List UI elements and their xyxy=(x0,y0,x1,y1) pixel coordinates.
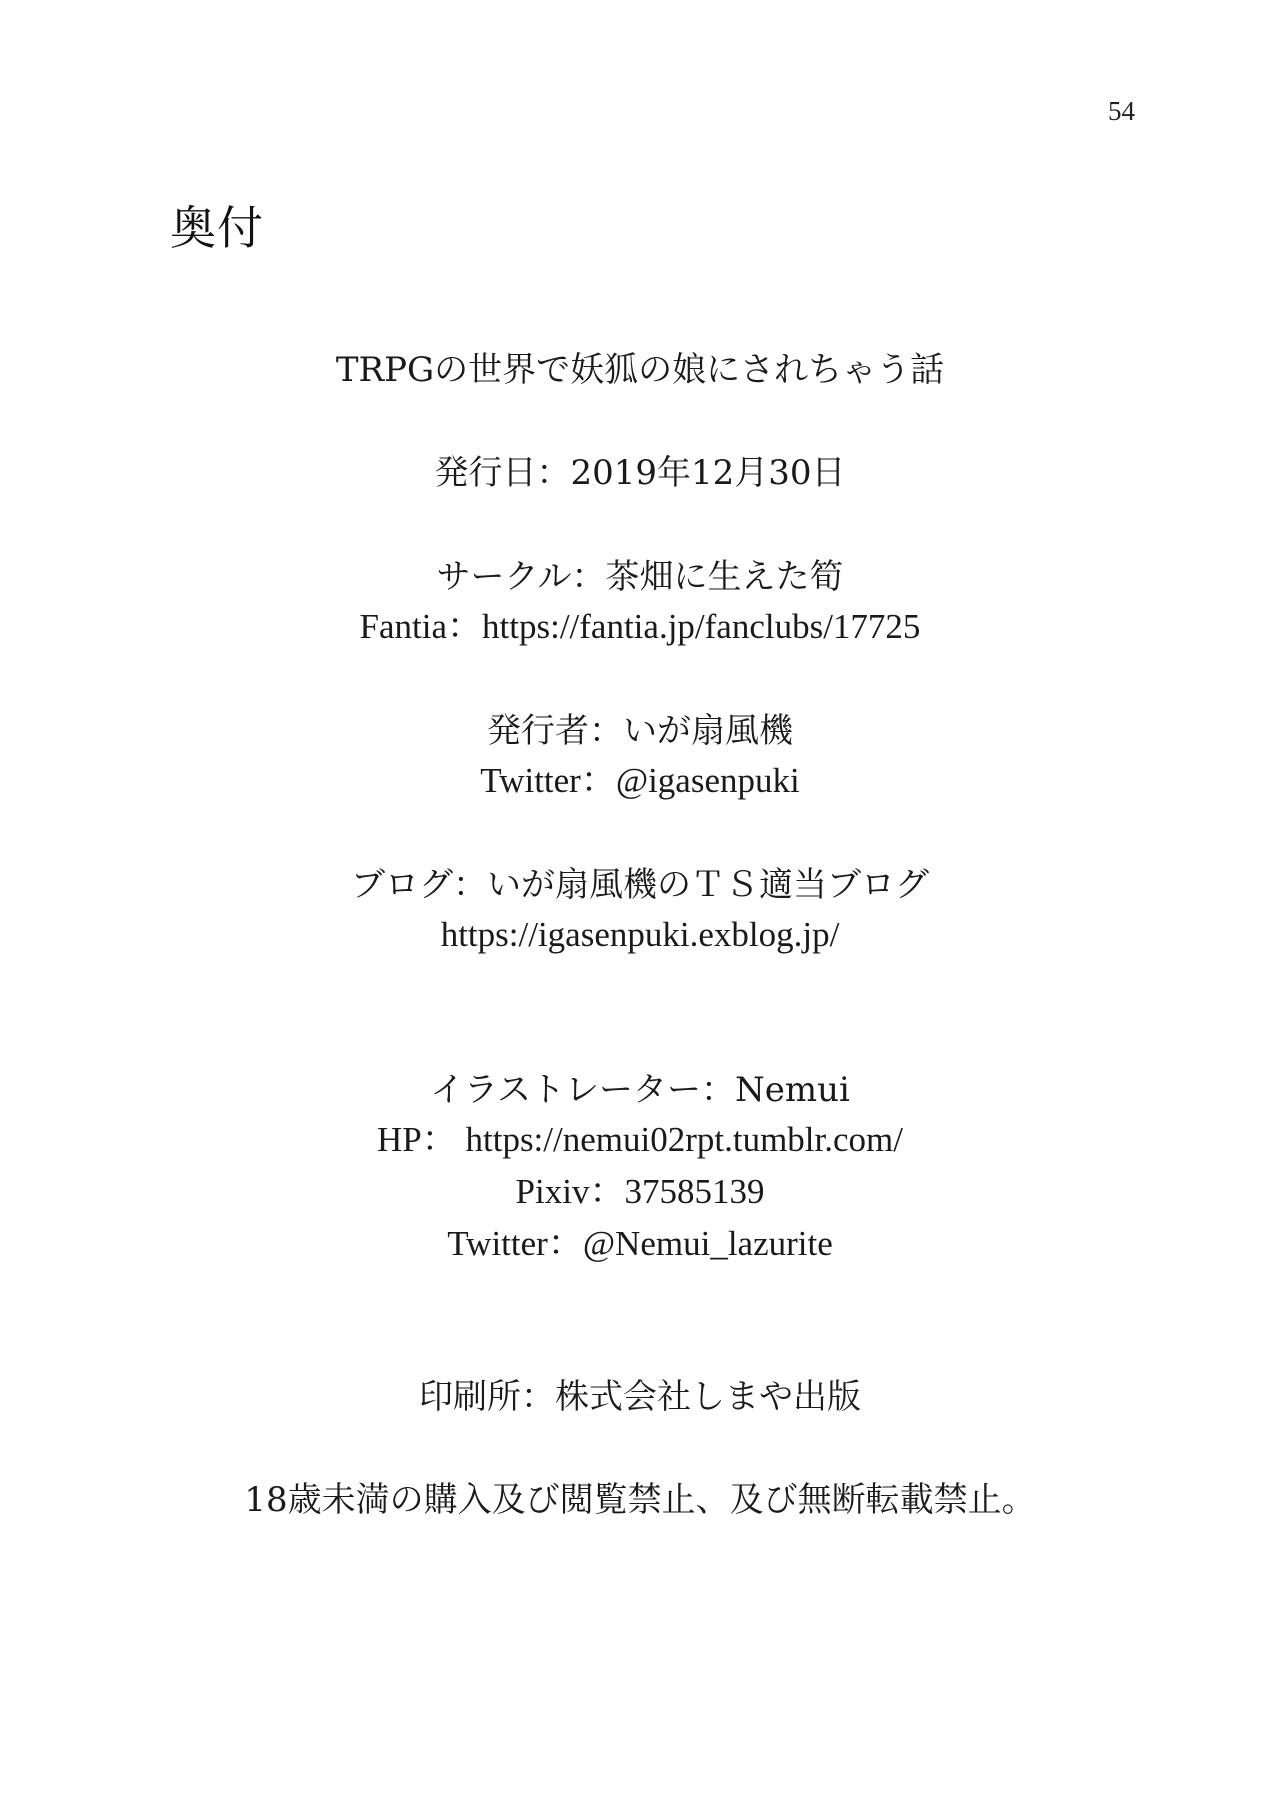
circle-fantia-link[interactable]: Fantia：https://fantia.jp/fanclubs/17725 xyxy=(359,607,921,646)
page-title: 奥付 xyxy=(170,201,264,255)
illustrator-name: イラストレーター：Nemui xyxy=(430,1070,850,1110)
age-restriction-notice: 18歳未満の購入及び閲覧禁止、及び無断転載禁止。 xyxy=(244,1480,1036,1520)
publish-date: 発行日：2019年12月30日 xyxy=(434,453,846,493)
publisher-twitter[interactable]: Twitter：@igasenpuki xyxy=(480,761,800,800)
book-title: TRPGの世界で妖狐の娘にされちゃう話 xyxy=(335,350,945,390)
circle-name: サークル：茶畑に生えた筍 xyxy=(436,557,844,597)
printer: 印刷所：株式会社しまや出版 xyxy=(419,1377,861,1417)
illustrator-twitter[interactable]: Twitter：@Nemui_lazurite xyxy=(447,1224,833,1263)
blog-url-link[interactable]: https://igasenpuki.exblog.jp/ xyxy=(440,915,840,954)
page-number: 54 xyxy=(1108,96,1135,126)
publisher-name: 発行者：いが扇風機 xyxy=(487,711,793,751)
illustrator-pixiv[interactable]: Pixiv：37585139 xyxy=(515,1172,765,1211)
illustrator-hp-link[interactable]: HP： https://nemui02rpt.tumblr.com/ xyxy=(377,1120,903,1159)
blog-name: ブログ：いが扇風機のＴＳ適当ブログ xyxy=(351,865,929,905)
